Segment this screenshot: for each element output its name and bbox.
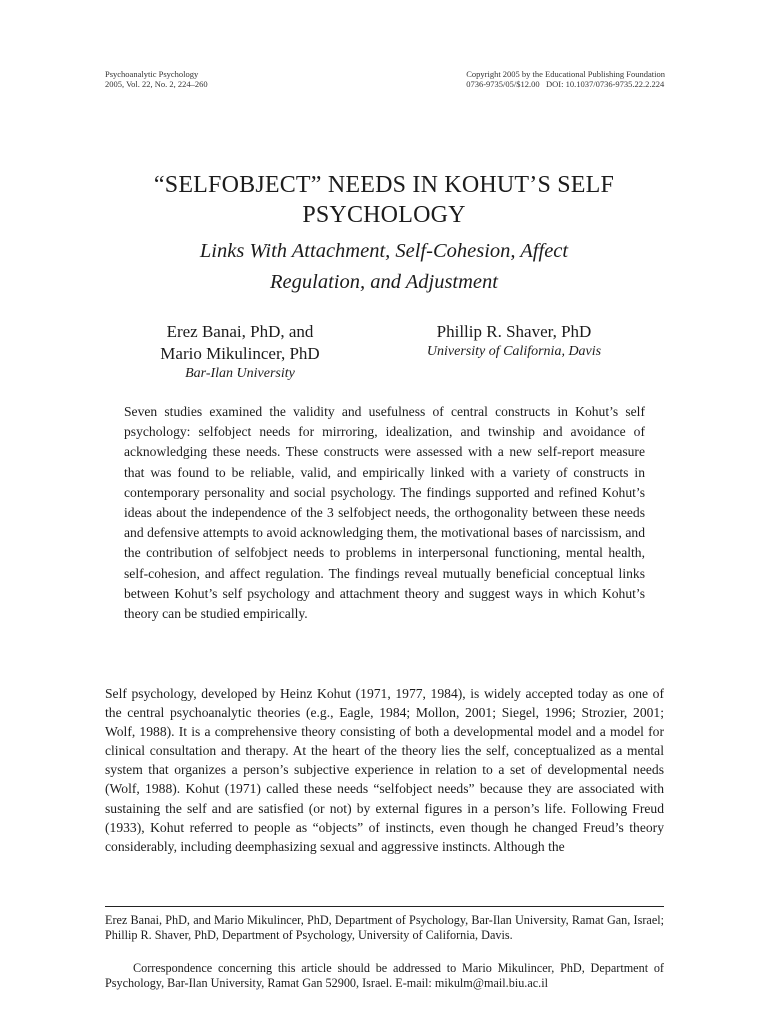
doi-line: 0736-9735/05/$12.00 DOI: 10.1037/0736-9735.22.2.224 xyxy=(466,79,665,89)
author-line-3: Phillip R. Shaver, PhD xyxy=(436,322,592,341)
article-title xyxy=(0,170,768,230)
journal-name: Psychoanalytic Psychology xyxy=(105,69,199,79)
author-line-2: Mario Mikulincer, PhD xyxy=(160,344,320,363)
author-group-2 xyxy=(404,321,624,361)
footnote-authors: Erez Banai, PhD, and Mario Mikulincer, PhD, Department of Psychology, Bar-Ilan University, Ramat Gan, Israel; Phillip R. Shaver, PhD, Department of Psychology, University of California, Davis. xyxy=(105,913,664,943)
title-line-2: PSYCHOLOGY xyxy=(302,202,466,228)
footnote-correspondence: Correspondence concerning this article should be addressed to Mario Mikulincer, PhD, Department of Psychology, Bar-Ilan University, Ramat Gan 52900, Israel. E-mail: mikulm@mail.biu.ac.il xyxy=(105,961,664,991)
author-group-1 xyxy=(130,321,350,383)
body-paragraph: Self psychology, developed by Heinz Kohut (1971, 1977, 1984), is widely accepted today as one of the central psychoanalytic theories (e.g., Eagle, 1984; Mollon, 2001; Siegel, 1996; Strozier, 2001; Wolf, 1988). It is a comprehensive theory consisting of both a developmental model and a model for clinical consultation and therapy. At the heart of the theory lies the self, conceptualized as a mental system that organizes a person’s subjective experience in relation to a set of developmental needs (Wolf, 1988). Kohut (1971) called these needs “selfobject needs” because they are associated with sustaining the self and are satisfied (or not) by external figures in a person’s life. Following Freud (1933), Kohut referred to people as “objects” of instincts, even though he changed Freud’s theory considerably, including deemphasizing sexual and aggressive instincts. Although the xyxy=(105,686,664,854)
subtitle-line-1: Links With Attachment, Self-Cohesion, Affect xyxy=(199,240,569,262)
author-affiliation-2: University of California, Davis xyxy=(426,344,602,359)
author-line-1: Erez Banai, PhD, and xyxy=(166,322,314,341)
footnote-divider xyxy=(105,906,664,907)
article-subtitle xyxy=(0,236,768,298)
journal-header xyxy=(105,69,208,89)
copyright-line: Copyright 2005 by the Educational Publishing Foundation xyxy=(466,69,665,79)
subtitle-line-2: Regulation, and Adjustment xyxy=(270,271,498,293)
title-line-1: “SELFOBJECT” NEEDS IN KOHUT’S SELF xyxy=(153,172,615,198)
journal-volume: 2005, Vol. 22, No. 2, 224–260 xyxy=(105,79,208,89)
author-affiliation-1: Bar-Ilan University xyxy=(185,366,295,381)
abstract: Seven studies examined the validity and usefulness of central constructs in Kohut’s self psychology: selfobject needs for mirroring, idealization, and twinship and avoidance of acknowledging these needs. These constructs were assessed with a new self-report measure that was found to be reliable, valid, and empirically linked with a variety of constructs in contemporary personality and social psychology. The findings supported and refined Kohut’s ideas about the independence of the 3 selfobject needs, the orthogonality between these needs and defensive attempts to avoid acknowledging them, the motivational bases of narcissism, and the contribution of selfobject needs to problems in interpersonal functioning, mental health, self-cohesion, and affect regulation. The findings reveal mutually beneficial conceptual links between Kohut’s self psychology and attachment theory and suggest ways in which Kohut’s theory can be studied empirically. xyxy=(124,404,645,622)
copyright-header xyxy=(466,69,665,89)
